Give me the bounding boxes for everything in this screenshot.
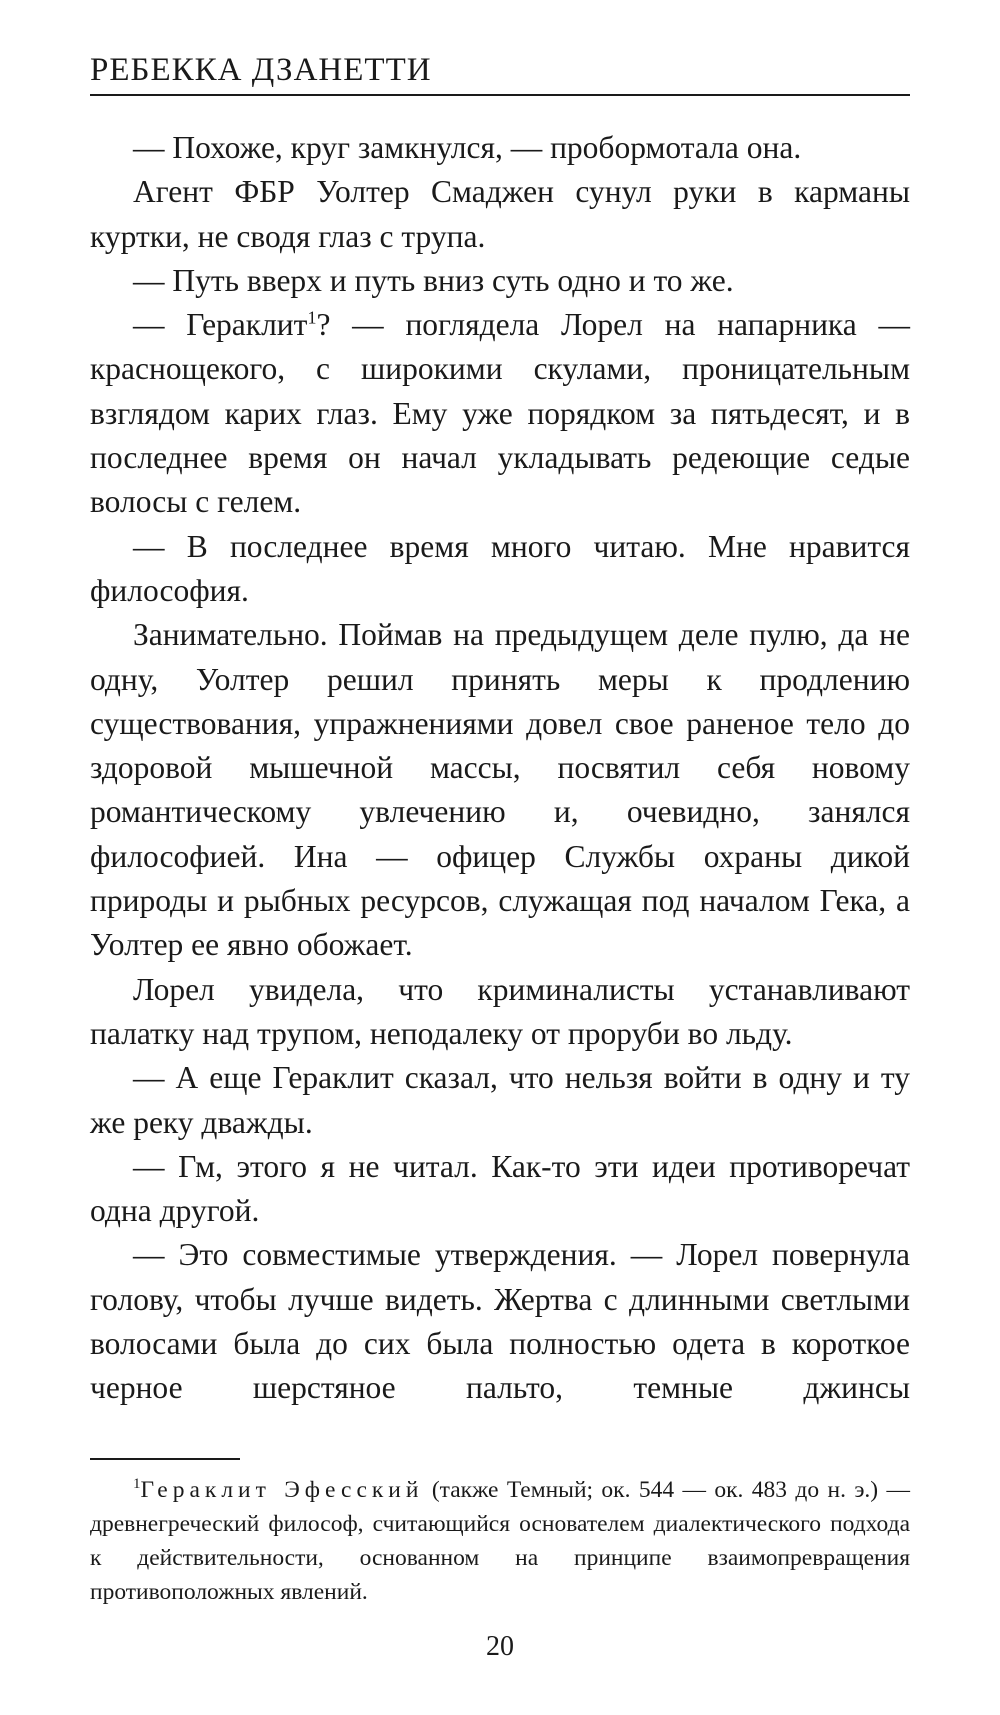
footnote-divider: [90, 1458, 240, 1460]
paragraph: — А еще Гераклит сказал, что нельзя войти в одну и ту же реку дважды.: [90, 1060, 910, 1140]
paragraph: Лорел увидела, что криминалисты устанавливают палатку над трупом, неподалеку от проруби во льду.: [90, 971, 910, 1051]
paragraph: Агент ФБР Уолтер Смаджен сунул руки в карманы куртки, не сводя глаз с трупа.: [90, 174, 910, 254]
paragraph: Занимательно. Поймав на предыдущем деле пулю, да не одну, Уолтер решил принять меры к продлению существования, упражнениями довел свое раненое тело до здоровой мышечной массы, посвятил себя новому романтическому увлечению и, очевидно, занялся философией. Ина — офицер Службы охраны дикой природы и рыбных ресурсов, служащая под началом Гека, а Уолтер ее явно обожает.: [90, 617, 910, 963]
footnote-paragraph: [90, 1473, 910, 1609]
paragraph-start: — Гераклит: [133, 307, 308, 343]
paragraph: — Это совместимые утверждения. — Лорел повернула голову, чтобы лучше видеть. Жертва с длинными светлыми волосами была до сих была полностью одета в короткое черное шерстяное пальто, темные джинсы: [90, 1237, 910, 1406]
paragraph: — Гм, этого я не читал. Как-то эти идеи противоречат одна другой.: [90, 1148, 910, 1229]
footnote-term: Гераклит Эфесский: [140, 1477, 424, 1503]
main-text: [90, 126, 910, 1411]
footnote-reference: 1: [307, 307, 317, 328]
page-number: 20: [486, 1631, 514, 1662]
paragraph: — Путь вверх и путь вниз суть одно и то же.: [133, 262, 734, 298]
paragraph: [90, 303, 910, 524]
footnote: [90, 1473, 910, 1609]
paragraph: — Похоже, круг замкнулся, — пробормотала она.: [133, 130, 802, 165]
footnote-marker: 1: [133, 1476, 141, 1493]
paragraph: — В последнее время много читаю. Мне нравится философия.: [90, 528, 910, 608]
paragraph-rest: ? — поглядела Лорел на напарника — краснощекого, с широкими скулами, проницательным взглядом карих глаз. Ему уже порядком за пятьдесят, и в последнее время он начал укладывать редеющие седые волосы с гелем.: [90, 307, 910, 520]
footnote-text: (также Темный; ок. 544 — ок. 483 до н. э.) — древнегреческий философ, считающийся основателем диалектического подхода к действительности, основанном на принципе взаимопревращения противоположных явлений.: [90, 1477, 910, 1605]
running-header: РЕБЕККА ДЗАНЕТТИ: [90, 50, 910, 96]
